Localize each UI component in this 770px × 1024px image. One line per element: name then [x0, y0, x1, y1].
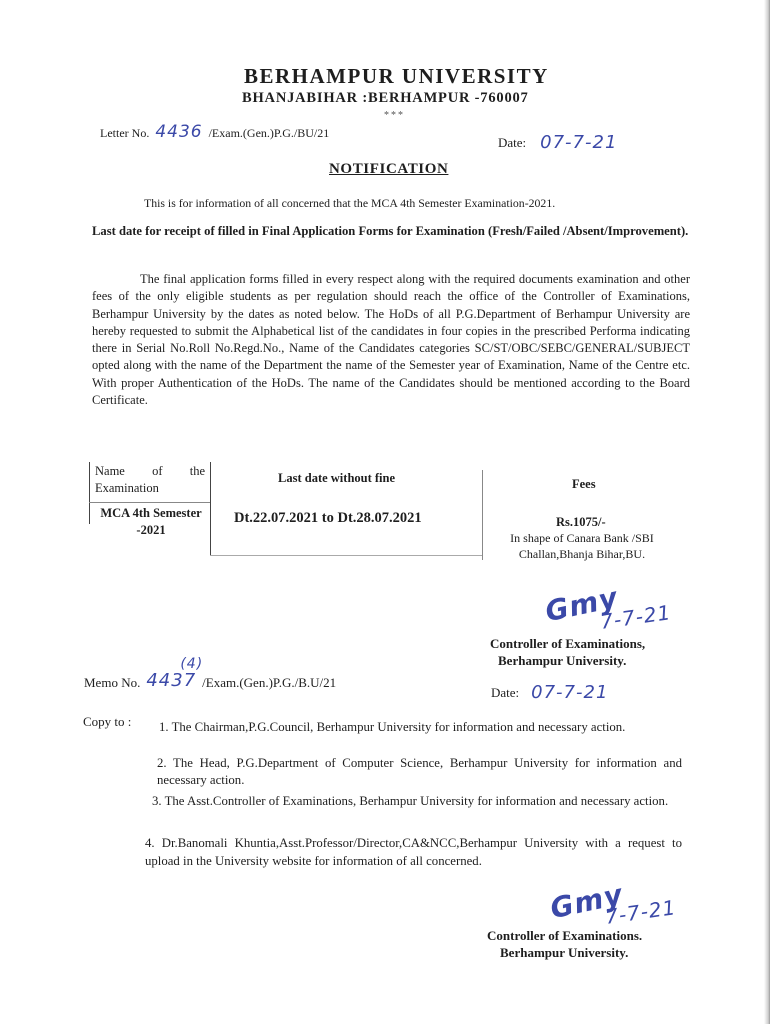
notification-title: NOTIFICATION	[329, 161, 449, 177]
table-cell-fee-note: In shape of Canara Bank /SBI Challan,Bhanja Bihar,BU.	[510, 531, 654, 561]
table-divider-1	[210, 462, 211, 556]
letter-date-label: Date:	[498, 135, 527, 150]
subject-text: Last date for receipt of filled in Final Application Forms for Examination (Fresh/Failed /Absent/Improvement).	[92, 224, 689, 238]
signature-date-2: 7-7-21	[603, 895, 678, 929]
header-stars: ***	[384, 110, 405, 121]
signature-scribble-1: Gmy	[542, 580, 622, 629]
memo-date-label: Date:	[491, 685, 520, 700]
letter-date-handwritten: 07-7-21	[540, 132, 618, 153]
memo-number-wrap	[146, 656, 204, 691]
scan-page-edge	[764, 0, 770, 1024]
memo-prefix: Memo No.	[84, 675, 141, 690]
letter-no-suffix: /Exam.(Gen.)P.G./BU/21	[208, 126, 330, 140]
letter-date	[498, 132, 617, 151]
letter-no-prefix: Letter No.	[100, 126, 150, 140]
copy-item-4: 4. Dr.Banomali Khuntia,Asst.Professor/Director,CA&NCC,Berhampur University with a request to upload in the University website for information of all concerned.	[145, 836, 682, 868]
controller-title-1: Controller of Examinations,	[490, 636, 646, 651]
memo-number-handwritten: 4437	[146, 670, 197, 691]
memo-copies-handwritten: (4)	[180, 656, 204, 672]
table-left-border	[89, 462, 90, 524]
university-address: BHANJABIHAR :BERHAMPUR -760007	[242, 90, 529, 106]
letter-number-handwritten: 4436	[155, 122, 203, 142]
memo-date	[491, 682, 608, 701]
memo-line	[84, 656, 337, 691]
copy-item-2: 2. The Head, P.G.Department of Computer Science, Berhampur University for information and necessary action.	[157, 756, 682, 787]
signature-date-1: 7-7-21	[598, 600, 673, 634]
table-cell-exam: MCA 4th Semester -2021	[100, 506, 202, 537]
table-divider-2	[482, 470, 483, 560]
copy-to-label: Copy to :	[83, 714, 132, 729]
intro-text: This is for information of all concerned that the MCA 4th Semester Examination-2021.	[144, 196, 556, 210]
controller-title-2: Controller of Examinations.	[487, 928, 643, 943]
signature-scribble-2: Gmy	[547, 877, 627, 926]
memo-date-handwritten: 07-7-21	[531, 682, 609, 703]
body-paragraph: The final application forms filled in every respect along with the required documents examination and other fees of the only eligible students as per regulation should reach the office of the Controller of Examinations, Berhampur University by the dates as noted below. The HoDs of all P.G.Department of Berhampur University are hereby requested to submit the Alphabetical list of the candidates in four copies in the prescribed Performa indicating there in Serial No.Roll No.Regd.No., Name of the Candidates categories SC/ST/OBC/SEBC/GENERAL/SUBJECT opted along with the name of the Department the name of the Semester year of Examination, Name of the Centre etc. With proper Authentication of the HoDs. The name of the Candidates should be mentioned according to the Board Certificate.	[92, 272, 690, 408]
copy-item-1: 1. The Chairman,P.G.Council, Berhampur University for information and necessary action.	[159, 720, 626, 734]
copy-item-3: 3. The Asst.Controller of Examinations, Berhampur University for information and necessary action.	[152, 794, 669, 808]
table-cell-dates: Dt.22.07.2021 to Dt.28.07.2021	[234, 510, 422, 526]
table-header-fees: Fees	[572, 477, 596, 491]
controller-org-2: Berhampur University.	[500, 945, 629, 960]
table-cell-fee: Rs.1075/-	[556, 515, 606, 529]
table-header-exam: Name of the Examination	[95, 464, 205, 495]
table-header-date: Last date without fine	[278, 471, 396, 485]
controller-org-1: Berhampur University.	[498, 653, 627, 668]
memo-suffix: /Exam.(Gen.)P.G./B.U/21	[202, 675, 337, 690]
table-bottom-rule	[210, 555, 482, 556]
letter-number-line	[100, 122, 329, 141]
university-name: BERHAMPUR UNIVERSITY	[244, 64, 549, 88]
table-header-rule	[89, 502, 210, 503]
